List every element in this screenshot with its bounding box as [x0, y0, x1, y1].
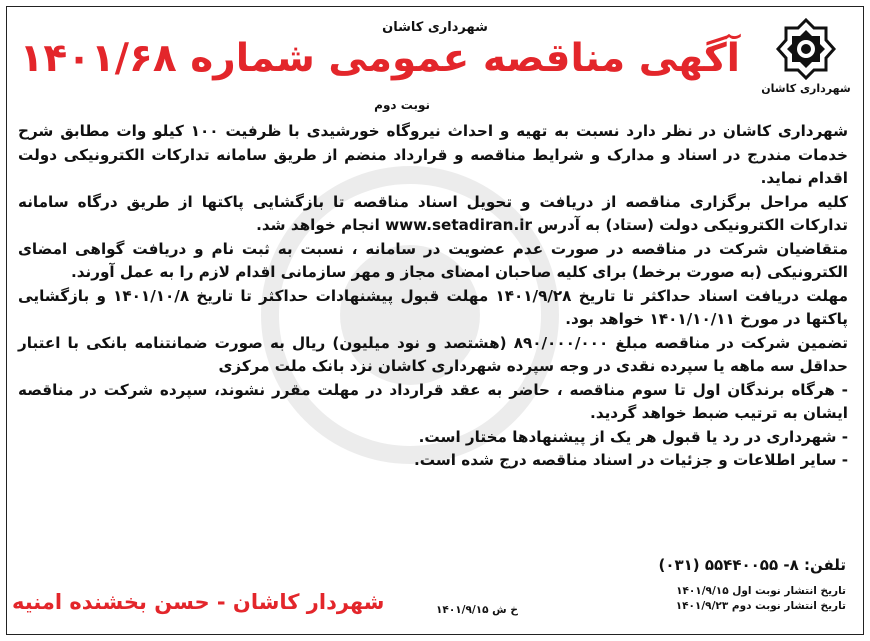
- reference-code: خ ش ۱۴۰۱/۹/۱۵: [436, 604, 518, 616]
- publication-dates: [676, 584, 846, 614]
- publication-round: نوبت دوم: [374, 98, 430, 112]
- first-publication-date: تاریخ انتشار نوبت اول ۱۴۰۱/۹/۱۵: [676, 585, 846, 597]
- paragraph-setad-process: کلیه مراحل برگزاری مناقصه از دریافت و تحویل اسناد مناقصه تا بازگشایی پاکتها از طریق درگاه سامانه تدارکات الکترونیکی دولت (ستاد) به آدرس www.setadiran.ir انجام خواهد شد.: [18, 192, 848, 234]
- notice-body: [18, 120, 848, 473]
- paragraph-other-info: - سایر اطلاعات و جزئیات در اسناد مناقصه درج شده است.: [414, 451, 848, 469]
- paragraph-project-description: شهرداری کاشان در نظر دارد نسبت به تهیه و احداث نیروگاه خورشیدی با ظرفیت ۱۰۰ کیلو وات مطابق شرح خدمات مندرج در اسناد و مدارک و شرایط مناقصه و قرارداد منضم از طریق سامانه تدارکات الکترونیکی دولت اقدام نماید.: [18, 122, 848, 187]
- paragraph-municipality-right: - شهرداری در رد یا قبول هر یک از پیشنهادها مختار است.: [418, 427, 848, 446]
- paragraph-deadlines: مهلت دریافت اسناد حداکثر تا تاریخ ۱۴۰۱/۹/۲۸ مهلت قبول پیشنهادات حداکثر تا تاریخ ۱۴۰۱/۱۰/۸ و بازگشایی پاکتها در مورخ ۱۴۰۱/۱۰/۱۱ خواهد بود.: [18, 286, 848, 328]
- second-publication-date: تاریخ انتشار نوبت دوم ۱۴۰۱/۹/۲۳: [675, 600, 846, 612]
- paragraph-guarantee: تضمین شرکت در مناقصه مبلغ ۸۹۰/۰۰۰/۰۰۰ (هشتصد و نود میلیون) ریال به صورت ضمانتنامه بانکی با اعتبار حداقل سه ماهه یا سپرده نقدی در وجه سپرده شهرداری کاشان نزد بانک ملت مرکزی: [18, 333, 848, 375]
- paragraph-winners-forfeit: - هرگاه برندگان اول تا سوم مناقصه ، حاضر به عقد قرارداد در مهلت مقرر نشوند، سپرده شرکت در مناقصه ایشان به ترتیب ضبط خواهد گردید.: [18, 380, 848, 422]
- logo-caption: شهرداری کاشان: [761, 82, 851, 95]
- notice-title: آگهی مناقصه عمومی شماره ۱۴۰۱/۶۸: [19, 36, 740, 81]
- contact-phone: تلفن: ۸- ۵۵۴۴۰۰۵۵ (۰۳۱): [658, 556, 846, 574]
- mayor-signature: شهردار کاشان - حسن بخشنده امنیه: [12, 590, 385, 614]
- organization-name: شهرداری کاشان: [382, 20, 488, 35]
- paragraph-registration: متقاضیان شرکت در مناقصه در صورت عدم عضویت در سامانه ، نسبت به ثبت نام و دریافت گواهی امضای الکترونیکی (به صورت برخط) برای کلیه صاحبان امضای مجاز و مهر سازمانی اقدام لازم را به عمل آورند.: [18, 239, 848, 281]
